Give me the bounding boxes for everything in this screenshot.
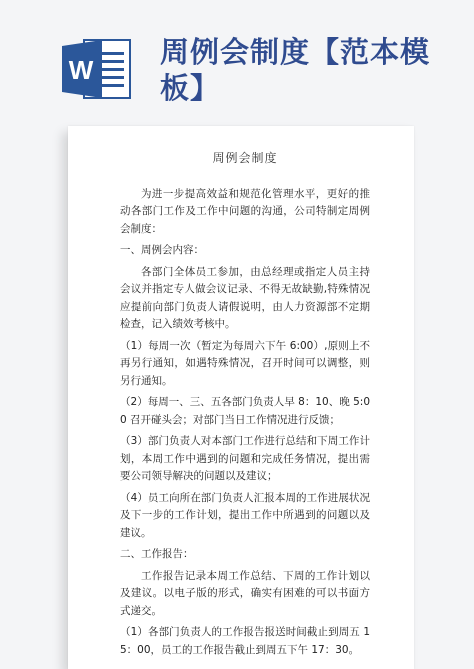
- page-header: [0, 0, 474, 110]
- paragraph-intro: 为进一步提高效益和规范化管理水平，更好的推动各部门工作及工作中问题的沟通，公司特制定周例会制度：: [120, 187, 370, 235]
- list-item-1: （1）每周一次（暂定为每周六下午 6:00）,原则上不再另行通知，如遇特殊情况，召开时间可以调整，则另行通知。: [120, 339, 370, 387]
- document-body: [120, 150, 370, 663]
- document-heading: 周例会制度: [212, 151, 278, 165]
- paragraph-report: 工作报告记录本周工作总结、下周的工作计划以及建议。以电子版的形式，确实有困难的可以书面方式递交。: [120, 569, 370, 617]
- report-item-1: （1）各部门负责人的工作报告报送时间截止到周五 15：00，员工的工作报告截止到周五下午 17：30。: [120, 626, 370, 656]
- section-heading-1: 一、周例会内容：: [120, 244, 204, 256]
- page-title: 周例会制度【范本模板】: [160, 35, 431, 105]
- list-item-3: （3）部门负责人对本部门工作进行总结和下周工作计划，本周工作中遇到的问题和完成任务情况，提出需要公司领导解决的问题以及建议；: [120, 435, 370, 482]
- word-logo-letter: W: [68, 55, 94, 85]
- list-item-4: （4）员工向所在部门负责人汇报本周的工作进展状况及下一步的工作计划，提出工作中所遇到的问题以及建议。: [120, 491, 370, 539]
- paragraph-attendance: 各部门全体员工参加，由总经理或指定人员主持会议并指定专人做会议记录、不得无故缺勤,特殊情况应提前向部门负责人请假说明，由人力资源部不定期检查，记入绩效考核中。: [120, 265, 370, 330]
- section-heading-2: 二、工作报告：: [120, 548, 194, 560]
- word-document-icon: [62, 38, 132, 100]
- list-item-2: （2）每周一、三、五各部门负责人早 8：10、晚 5:00 召开碰头会；对部门当日工作情况进行反馈；: [120, 396, 370, 426]
